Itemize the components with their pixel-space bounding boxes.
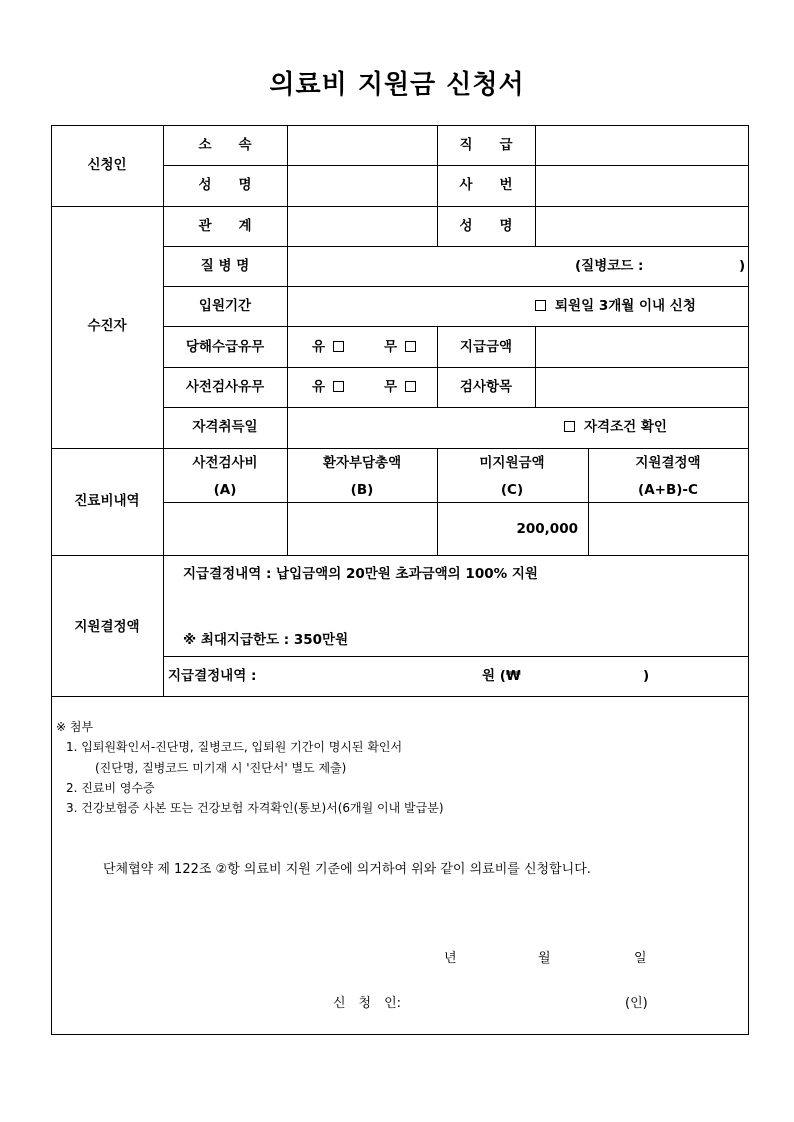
row-divider [51, 206, 749, 207]
col-divider [588, 448, 589, 555]
col-header-patient-total-sub: (B) [350, 482, 374, 498]
support-result-close: ) [643, 668, 650, 684]
row-divider [163, 165, 749, 166]
signature-seal: (인) [625, 996, 648, 1011]
col-divider [287, 246, 288, 448]
eligibility-label: 자격취득일 [192, 419, 258, 435]
col-header-unsupported: 미지원금액 [479, 455, 545, 471]
patient-name-label: 성 명 [459, 218, 513, 234]
col-divider [437, 326, 438, 407]
position-label: 직 급 [459, 137, 513, 153]
col-divider [437, 448, 438, 555]
row-divider [163, 367, 749, 368]
benefit-no-label: 무 [384, 339, 398, 355]
exam-yes-checkbox[interactable] [333, 381, 344, 392]
benefit-yes-label: 유 [312, 339, 326, 355]
col-header-pre-exam-sub: (A) [213, 482, 237, 498]
col-header-decision-sub: (A+B)-C [638, 482, 698, 498]
date-year: 년 [444, 951, 457, 966]
value-unsupported: 200,000 [516, 521, 578, 537]
row-divider [163, 286, 749, 287]
support-result-label: 지급결정내역 : [168, 668, 257, 684]
support-decision-section-label: 지원결정액 [74, 619, 140, 635]
medical-expenses-section-label: 진료비내역 [74, 493, 140, 509]
attachments-heading: ※ 첨부 [56, 720, 94, 734]
disease-name-label: 질 병 명 [200, 258, 250, 274]
benefit-yes-checkbox[interactable] [333, 341, 344, 352]
col-header-patient-total: 환자부담총액 [322, 455, 402, 471]
col-header-pre-exam: 사전검사비 [192, 455, 258, 471]
row-divider [163, 326, 749, 327]
row-divider [51, 555, 749, 556]
exam-yes-label: 유 [312, 379, 326, 395]
support-decision-limit: ※ 최대지급한도 : 350만원 [183, 632, 349, 648]
date-month: 월 [538, 951, 551, 966]
row-divider [51, 696, 749, 697]
employee-no-label: 사 번 [459, 177, 513, 193]
row-divider [51, 448, 749, 449]
benefit-paid-amount-label: 지급금액 [459, 339, 513, 355]
col-divider [437, 125, 438, 246]
exam-no-label: 무 [384, 379, 398, 395]
benefit-no-checkbox[interactable] [405, 341, 416, 352]
discharge-check-label: 퇴원일 3개월 이내 신청 [555, 298, 696, 314]
col-divider [535, 326, 536, 407]
date-day: 일 [634, 951, 647, 966]
col-divider [287, 125, 288, 246]
relation-label: 관 계 [198, 218, 252, 234]
disease-code-open: (질병코드 : [575, 258, 644, 274]
eligibility-checkbox[interactable] [564, 421, 575, 432]
disease-code-close: ) [739, 258, 746, 274]
attachment-item: 3. 건강보험증 사본 또는 건강보험 자격확인(통보)서(6개월 이내 발급분) [66, 801, 444, 815]
col-header-decision: 지원결정액 [635, 455, 701, 471]
support-decision-detail: 지급결정내역 : 납입금액의 20만원 초과금액의 100% 지원 [183, 566, 538, 582]
row-divider [163, 246, 749, 247]
attachment-item: (진단명, 질병코드 미기재 시 '진단서' 별도 제출) [95, 761, 347, 775]
page-title: 의료비 지원금 신청서 [269, 70, 525, 100]
exam-items-label: 검사항목 [459, 379, 513, 395]
discharge-checkbox[interactable] [535, 300, 546, 311]
row-divider [163, 407, 749, 408]
exam-no-checkbox[interactable] [405, 381, 416, 392]
attachment-item: 2. 진료비 영수증 [66, 781, 155, 795]
row-divider [163, 502, 749, 503]
signature-label: 신 청 인: [333, 996, 402, 1011]
applicant-name-label: 성 명 [198, 177, 252, 193]
pre-exam-label: 사전검사유무 [185, 379, 265, 395]
declaration-text: 단체협약 제 122조 ②항 의료비 지원 기준에 의거하여 위와 같이 의료비를 신청합니다. [103, 862, 591, 877]
hospital-period-label: 입원기간 [198, 298, 252, 314]
col-divider [287, 448, 288, 555]
applicant-section-label: 신청인 [87, 157, 127, 173]
attachment-item: 1. 입퇴원확인서-진단명, 질병코드, 입퇴원 기간이 명시된 확인서 [66, 740, 403, 754]
support-result-won: 원 (₩ [482, 668, 521, 684]
eligibility-check-label: 자격조건 확인 [584, 419, 667, 435]
col-divider [163, 125, 164, 697]
benefit-received-label: 당해수급유무 [185, 339, 265, 355]
patient-section-label: 수진자 [87, 318, 127, 334]
affiliation-label: 소 속 [198, 137, 252, 153]
col-header-unsupported-sub: (C) [500, 482, 524, 498]
col-divider [535, 125, 536, 246]
row-divider [163, 656, 749, 657]
